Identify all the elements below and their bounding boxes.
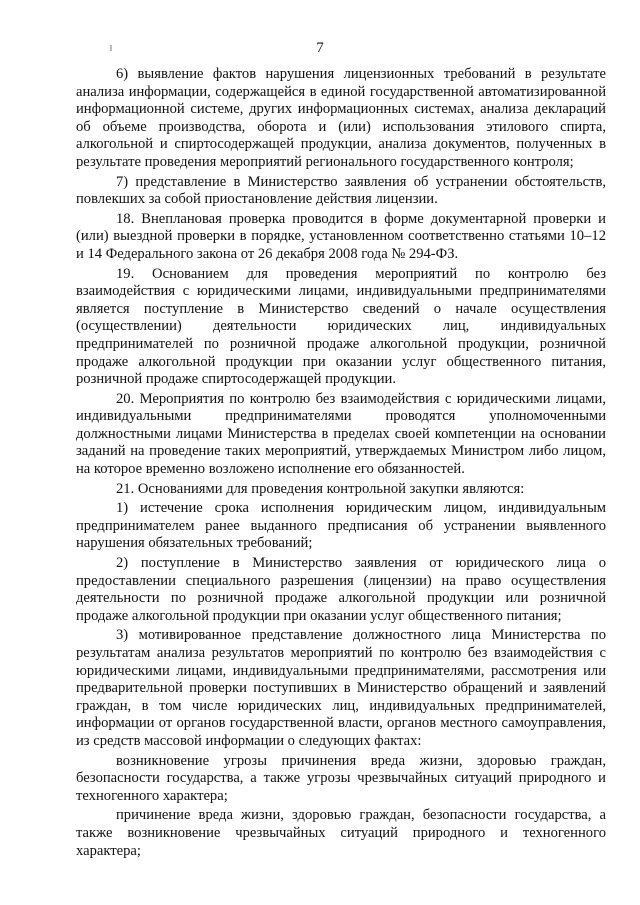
paragraph-20: 20. Мероприятия по контролю без взаимодействия с юридическими лицами, индивидуальными предпринимателями проводятся уполномоченными должностными лицами Министерства в пределах своей компетенции на основании заданий на проведение таких мероприятий, утверждаемых Министром либо лицом, на которое временно возложено исполнение его обязанностей.	[76, 390, 606, 478]
document-body	[76, 66, 606, 860]
paragraph-fact-harm: причинение вреда жизни, здоровью граждан, безопасности государства, а также возникновение чрезвычайных ситуаций природного и техногенного характера;	[76, 807, 606, 859]
paragraph-item-6: 6) выявление фактов нарушения лицензионных требований в результате анализа информации, содержащейся в единой государственной автоматизированной информационной системе, других информационных системах, анализа деклараций об объеме производства, оборота и (или) использования этилового спирта, алкогольной и спиртосодержащей продукции, анализа документов, полученных в результате проведения мероприятий регионального государственного контроля;	[76, 66, 606, 170]
paragraph-21-item-1: 1) истечение срока исполнения юридическим лицом, индивидуальным предпринимателем ранее выданного предписания об устранении выявленного нарушения обязательных требований;	[76, 500, 606, 552]
paragraph-item-7: 7) представление в Министерство заявления об устранении обстоятельств, повлекших за собой приостановление действия лицензии.	[76, 173, 606, 208]
paragraph-fact-threat: возникновение угрозы причинения вреда жизни, здоровью граждан, безопасности государства, а также угрозы чрезвычайных ситуаций природного и техногенного характера;	[76, 752, 606, 804]
paragraph-21-item-3: 3) мотивированное представление должностного лица Министерства по результатам анализа результатов мероприятий по контролю без взаимодействия с юридическими лицами, индивидуальными предпринимателями, рассмотрения или предварительной проверки поступивших в Министерство обращений и заявлений граждан, в том числе юридических лиц, индивидуальных предпринимателей, информации от органов государственной власти, органов местного самоуправления, из средств массовой информации о следующих фактах:	[76, 627, 606, 749]
paragraph-21-item-2: 2) поступление в Министерство заявления от юридического лица о предоставлении специального разрешения (лицензии) на право осуществления деятельности по розничной продаже алкогольной продукции или розничной продаже алкогольной продукции при оказании услуг общественного питания;	[76, 555, 606, 624]
paragraph-18: 18. Внеплановая проверка проводится в форме документарной проверки и (или) выездной проверки в порядке, установленном соответственно статьями 10–12 и 14 Федерального закона от 26 декабря 2008 года № 294-ФЗ.	[76, 210, 606, 262]
paragraph-21: 21. Основаниями для проведения контрольной закупки являются:	[116, 480, 525, 497]
paragraph-19: 19. Основанием для проведения мероприятий по контролю без взаимодействия с юридическими лицами, индивидуальными предпринимателями является поступление в Министерство сведений о начале осуществления (осуществлении) деятельности юридических лиц, индивидуальных предпринимателей по розничной продаже алкогольной продукции, розничной продаже алкогольной продукции при оказании услуг общественного питания, розничной продаже спиртосодержащей продукции.	[76, 265, 606, 388]
page-number: 7	[316, 40, 324, 56]
